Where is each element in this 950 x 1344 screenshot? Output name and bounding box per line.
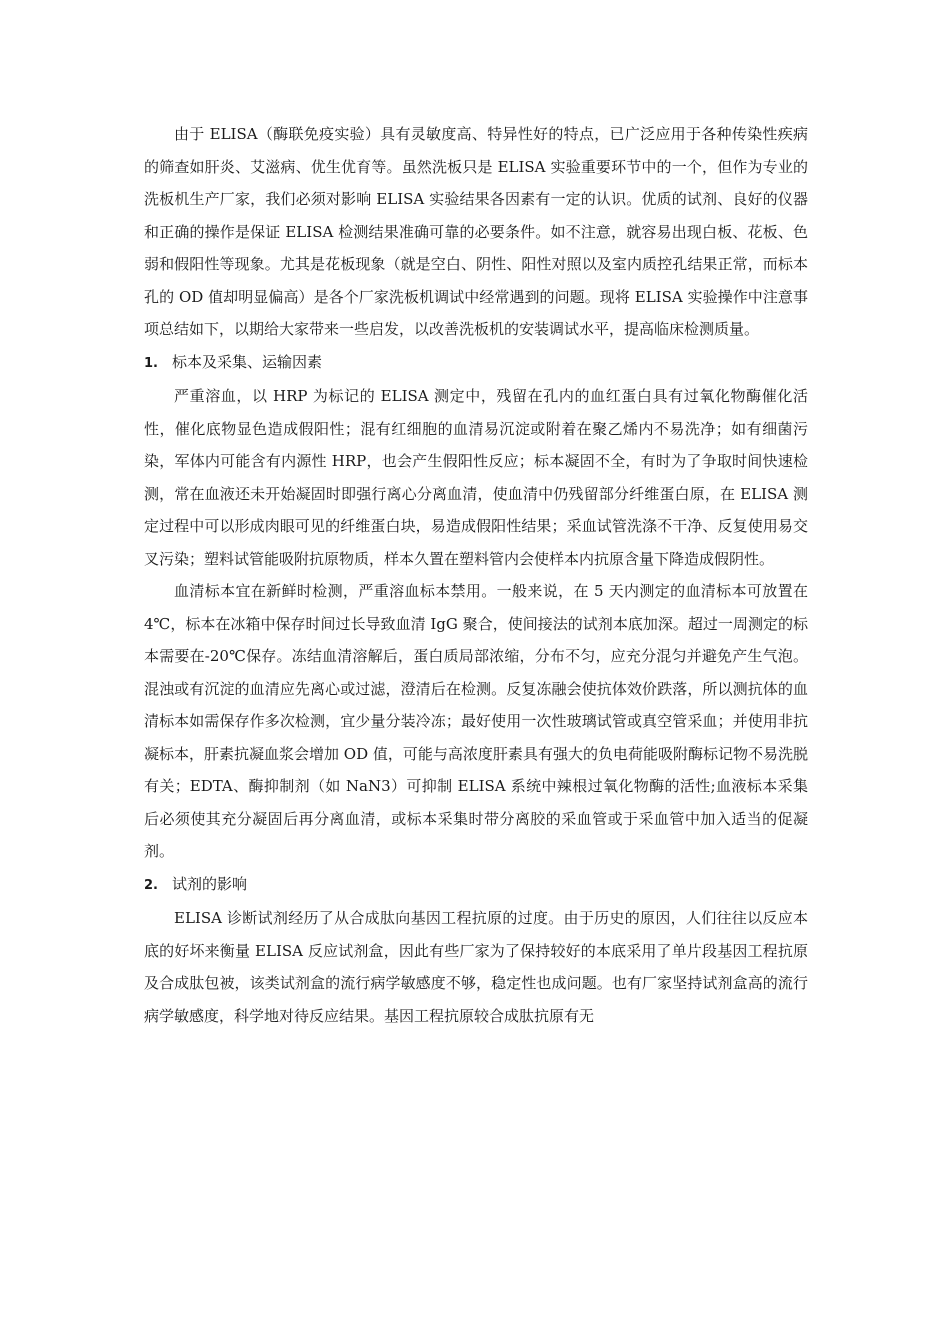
- section-1-paragraph-1: 严重溶血，以 HRP 为标记的 ELISA 测定中，残留在孔内的血红蛋白具有过氧化物酶催化活性，催化底物显色造成假阳性；混有红细胞的血清易沉淀或附着在聚乙烯内不易洗净；如有细菌污染，军体内可能含有内源性 HRP，也会产生假阳性反应；标本凝固不全，有时为了争取时间快速检测，常在血液还未开始凝固时即强行离心分离血清，使血清中仍残留部分纤维蛋白原，在 ELISA 测定过程中可以形成肉眼可见的纤维蛋白块，易造成假阳性结果；采血试管洗涤不干净、反复使用易交叉污染；塑料试管能吸附抗原物质，样本久置在塑料管内会使样本内抗原含量下降造成假阴性。: [144, 387, 808, 568]
- section-title: 试剂的影响: [172, 874, 248, 893]
- document-body: [144, 118, 808, 1032]
- section-heading-2: [144, 868, 808, 903]
- section-heading-1: [144, 346, 808, 381]
- section-title: 标本及采集、运输因素: [172, 352, 323, 371]
- section-2-paragraph-1: ELISA 诊断试剂经历了从合成肽向基因工程抗原的过度。由于历史的原因，人们往往以反应本底的好坏来衡量 ELISA 反应试剂盒，因此有些厂家为了保持较好的本底采用了单片段基因工程抗原及合成肽包被，该类试剂盒的流行病学敏感度不够，稳定性也成问题。也有厂家坚持试剂盒高的流行病学敏感度，科学地对待反应结果。基因工程抗原较合成肽抗原有无: [144, 909, 808, 1025]
- intro-paragraph: 由于 ELISA（酶联免疫实验）具有灵敏度高、特异性好的特点，已广泛应用于各种传染性疾病的筛查如肝炎、艾滋病、优生优育等。虽然洗板只是 ELISA 实验重要环节中的一个，但作为专业的洗板机生产厂家，我们必须对影响 ELISA 实验结果各因素有一定的认识。优质的试剂、良好的仪器和正确的操作是保证 ELISA 检测结果准确可靠的必要条件。如不注意，就容易出现白板、花板、色弱和假阳性等现象。尤其是花板现象（就是空白、阴性、阳性对照以及室内质控孔结果正常，而标本孔的 OD 值却明显偏高）是各个厂家洗板机调试中经常遇到的问题。现将 ELISA 实验操作中注意事项总结如下，以期给大家带来一些启发，以改善洗板机的安装调试水平，提高临床检测质量。: [144, 125, 808, 338]
- section-1-paragraph-2: 血清标本宜在新鲜时检测，严重溶血标本禁用。一般来说，在 5 天内测定的血清标本可放置在 4℃，标本在冰箱中保存时间过长导致血清 IgG 聚合，使间接法的试剂本底加深。超过一周测定的标本需要在-20℃保存。冻结血清溶解后，蛋白质局部浓缩，分布不匀，应充分混匀并避免产生气泡。混浊或有沉淀的血清应先离心或过滤，澄清后在检测。反复冻融会使抗体效价跌落，所以测抗体的血清标本如需保存作多次检测，宜少量分装冷冻；最好使用一次性玻璃试管或真空管采血；并使用非抗凝标本，肝素抗凝血浆会增加 OD 值，可能与高浓度肝素具有强大的负电荷能吸附酶标记物不易洗脱有关；EDTA、酶抑制剂（如 NaN3）可抑制 ELISA 系统中辣根过氧化物酶的活性;血液标本采集后必须使其充分凝固后再分离血清，或标本采集时带分离胶的采血管或于采血管中加入适当的促凝剂。: [144, 582, 808, 860]
- section-number: 2.: [144, 877, 158, 893]
- section-number: 1.: [144, 355, 158, 371]
